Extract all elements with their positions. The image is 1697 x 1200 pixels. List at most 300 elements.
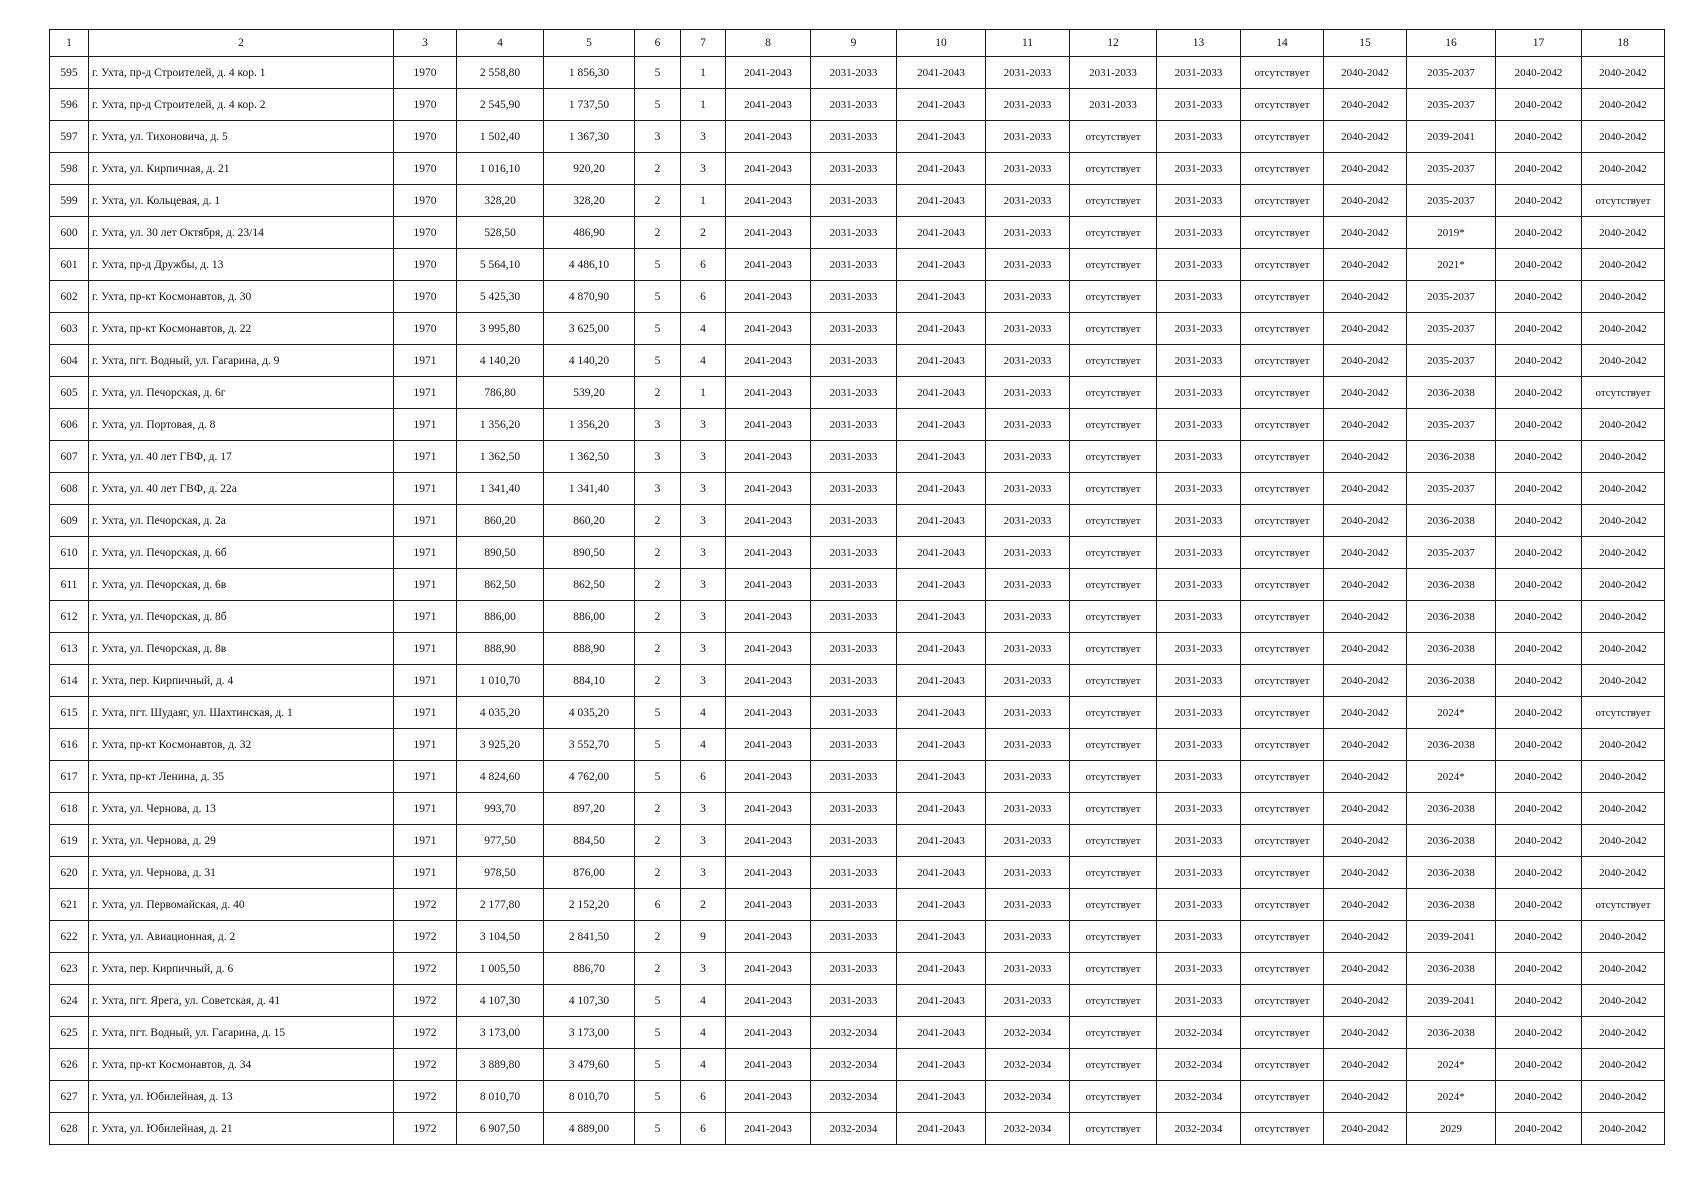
table-cell: 3: [635, 441, 681, 473]
row-number-cell: 624: [50, 985, 89, 1017]
table-cell: отсутствует: [1070, 217, 1157, 249]
table-cell: 2040-2042: [1496, 313, 1582, 345]
row-number-cell: 603: [50, 313, 89, 345]
table-cell: 2040-2042: [1324, 57, 1407, 89]
table-cell: 2041-2043: [726, 249, 811, 281]
table-cell: 2031-2033: [986, 825, 1070, 857]
table-cell: 2040-2042: [1324, 185, 1407, 217]
table-cell: 2040-2042: [1496, 217, 1582, 249]
row-number-cell: 623: [50, 953, 89, 985]
table-cell: 2041-2043: [897, 185, 986, 217]
table-cell: 2041-2043: [726, 921, 811, 953]
table-row: [50, 57, 1665, 89]
table-cell: 2035-2037: [1407, 313, 1496, 345]
table-cell: 2041-2043: [726, 857, 811, 889]
table-cell: 2031-2033: [986, 473, 1070, 505]
column-header-10: 10: [897, 30, 986, 57]
table-cell: отсутствует: [1241, 89, 1324, 121]
table-cell: 3: [681, 825, 726, 857]
table-cell: 2031-2033: [1157, 121, 1241, 153]
table-cell: 2031-2033: [1157, 697, 1241, 729]
table-cell: 2031-2033: [986, 665, 1070, 697]
table-cell: отсутствует: [1582, 697, 1665, 729]
table-cell: отсутствует: [1241, 1049, 1324, 1081]
table-cell: 862,50: [544, 569, 635, 601]
table-row: [50, 921, 1665, 953]
table-cell: 1 010,70: [457, 665, 544, 697]
table-cell: отсутствует: [1070, 665, 1157, 697]
table-cell: 3: [681, 601, 726, 633]
table-cell: 2040-2042: [1324, 1049, 1407, 1081]
row-number-cell: 621: [50, 889, 89, 921]
table-cell: 884,10: [544, 665, 635, 697]
table-cell: 860,20: [544, 505, 635, 537]
table-cell: 2035-2037: [1407, 281, 1496, 313]
address-cell: г. Ухта, ул. Печорская, д. 6б: [89, 537, 394, 569]
table-cell: 2041-2043: [897, 441, 986, 473]
table-cell: 2040-2042: [1324, 953, 1407, 985]
table-row: [50, 729, 1665, 761]
table-cell: 2040-2042: [1496, 473, 1582, 505]
address-cell: г. Ухта, ул. Первомайская, д. 40: [89, 889, 394, 921]
table-cell: 2040-2042: [1496, 601, 1582, 633]
table-cell: отсутствует: [1070, 185, 1157, 217]
table-cell: 2040-2042: [1582, 121, 1665, 153]
table-cell: 4 762,00: [544, 761, 635, 793]
table-cell: 2040-2042: [1496, 185, 1582, 217]
table-cell: 2040-2042: [1324, 537, 1407, 569]
table-cell: 2041-2043: [897, 409, 986, 441]
table-cell: 2: [635, 825, 681, 857]
table-cell: 2035-2037: [1407, 185, 1496, 217]
table-cell: 2040-2042: [1496, 697, 1582, 729]
row-number-cell: 619: [50, 825, 89, 857]
row-number-cell: 615: [50, 697, 89, 729]
table-cell: 2041-2043: [726, 1113, 811, 1145]
address-cell: г. Ухта, пгт. Водный, ул. Гагарина, д. 15: [89, 1017, 394, 1049]
table-header: [50, 30, 1665, 57]
table-cell: 2036-2038: [1407, 601, 1496, 633]
table-cell: 1 502,40: [457, 121, 544, 153]
table-cell: 2031-2033: [1157, 953, 1241, 985]
table-row: [50, 377, 1665, 409]
table-cell: 2040-2042: [1324, 153, 1407, 185]
table-cell: 2031-2033: [1157, 633, 1241, 665]
table-cell: 786,80: [457, 377, 544, 409]
table-cell: 2040-2042: [1324, 697, 1407, 729]
table-cell: 2041-2043: [726, 1017, 811, 1049]
table-cell: 1: [681, 185, 726, 217]
table-cell: 3: [681, 793, 726, 825]
document-page: [49, 29, 1664, 1145]
table-cell: 2: [635, 569, 681, 601]
table-cell: 876,00: [544, 857, 635, 889]
table-cell: 3 552,70: [544, 729, 635, 761]
table-cell: 2040-2042: [1582, 1049, 1665, 1081]
table-cell: 2031-2033: [811, 569, 897, 601]
table-cell: 2036-2038: [1407, 825, 1496, 857]
table-row: [50, 569, 1665, 601]
column-header-5: 5: [544, 30, 635, 57]
table-cell: 2031-2033: [1157, 537, 1241, 569]
table-cell: 2041-2043: [897, 921, 986, 953]
table-cell: 2040-2042: [1496, 1113, 1582, 1145]
table-cell: 2040-2042: [1582, 1017, 1665, 1049]
table-cell: 3: [635, 121, 681, 153]
table-cell: 1972: [394, 889, 457, 921]
table-cell: 2036-2038: [1407, 729, 1496, 761]
row-number-cell: 611: [50, 569, 89, 601]
table-cell: 1971: [394, 441, 457, 473]
column-header-3: 3: [394, 30, 457, 57]
table-cell: 5 425,30: [457, 281, 544, 313]
table-cell: 2040-2042: [1496, 505, 1582, 537]
table-cell: 2031-2033: [1157, 505, 1241, 537]
table-cell: 2041-2043: [726, 185, 811, 217]
column-header-4: 4: [457, 30, 544, 57]
table-cell: отсутствует: [1241, 345, 1324, 377]
table-cell: 2031-2033: [1157, 665, 1241, 697]
table-cell: отсутствует: [1070, 473, 1157, 505]
table-cell: 2040-2042: [1496, 377, 1582, 409]
table-cell: отсутствует: [1241, 505, 1324, 537]
table-cell: 1972: [394, 1081, 457, 1113]
table-cell: 2041-2043: [726, 313, 811, 345]
table-cell: 2040-2042: [1582, 985, 1665, 1017]
table-cell: 2040-2042: [1324, 761, 1407, 793]
table-cell: 2031-2033: [1157, 249, 1241, 281]
table-cell: отсутствует: [1070, 953, 1157, 985]
table-cell: отсутствует: [1241, 537, 1324, 569]
table-cell: 2041-2043: [726, 217, 811, 249]
table-cell: 2032-2034: [986, 1081, 1070, 1113]
table-cell: 2031-2033: [986, 729, 1070, 761]
table-cell: 2031-2033: [1157, 185, 1241, 217]
table-cell: 3: [635, 473, 681, 505]
table-cell: 3 104,50: [457, 921, 544, 953]
table-cell: 2032-2034: [811, 1049, 897, 1081]
table-cell: 2031-2033: [811, 825, 897, 857]
row-number-cell: 613: [50, 633, 89, 665]
table-cell: 4: [681, 313, 726, 345]
table-cell: 2039-2041: [1407, 921, 1496, 953]
table-cell: 1971: [394, 761, 457, 793]
table-cell: 2031-2033: [986, 569, 1070, 601]
table-cell: 2041-2043: [897, 569, 986, 601]
table-cell: 2040-2042: [1582, 473, 1665, 505]
table-cell: 2031-2033: [811, 985, 897, 1017]
table-cell: 4 824,60: [457, 761, 544, 793]
table-cell: 2031-2033: [1157, 281, 1241, 313]
table-cell: 1970: [394, 121, 457, 153]
table-cell: 2036-2038: [1407, 857, 1496, 889]
table-cell: 884,50: [544, 825, 635, 857]
table-cell: 2031-2033: [811, 185, 897, 217]
column-header-13: 13: [1157, 30, 1241, 57]
table-cell: 3 625,00: [544, 313, 635, 345]
table-cell: отсутствует: [1241, 953, 1324, 985]
table-cell: 2029: [1407, 1113, 1496, 1145]
table-cell: 2031-2033: [811, 665, 897, 697]
row-number-cell: 609: [50, 505, 89, 537]
table-cell: 2040-2042: [1324, 921, 1407, 953]
table-cell: 4: [681, 697, 726, 729]
table-cell: отсутствует: [1241, 665, 1324, 697]
table-row: [50, 345, 1665, 377]
table-cell: отсутствует: [1582, 889, 1665, 921]
table-cell: 978,50: [457, 857, 544, 889]
table-cell: 2031-2033: [1157, 409, 1241, 441]
table-row: [50, 313, 1665, 345]
table-cell: 2031-2033: [1070, 57, 1157, 89]
table-cell: 2040-2042: [1582, 409, 1665, 441]
housing-register-table: [49, 29, 1665, 1145]
row-number-cell: 598: [50, 153, 89, 185]
table-cell: 5: [635, 729, 681, 761]
table-cell: 2032-2034: [1157, 1113, 1241, 1145]
address-cell: г. Ухта, пр-кт Космонавтов, д. 30: [89, 281, 394, 313]
table-cell: 2040-2042: [1582, 569, 1665, 601]
table-cell: 1 341,40: [544, 473, 635, 505]
table-cell: 2031-2033: [811, 537, 897, 569]
table-cell: 5: [635, 281, 681, 313]
column-header-7: 7: [681, 30, 726, 57]
table-cell: 6: [681, 761, 726, 793]
table-cell: отсутствует: [1241, 825, 1324, 857]
table-cell: 2019*: [1407, 217, 1496, 249]
table-row: [50, 121, 1665, 153]
table-cell: 2041-2043: [726, 569, 811, 601]
table-row: [50, 665, 1665, 697]
table-cell: отсутствует: [1070, 537, 1157, 569]
table-cell: 2031-2033: [986, 921, 1070, 953]
row-number-cell: 600: [50, 217, 89, 249]
table-cell: 2040-2042: [1496, 729, 1582, 761]
table-cell: 2041-2043: [897, 313, 986, 345]
table-cell: 1971: [394, 569, 457, 601]
table-cell: 2040-2042: [1324, 409, 1407, 441]
table-row: [50, 217, 1665, 249]
table-cell: отсутствует: [1070, 729, 1157, 761]
table-cell: отсутствует: [1241, 409, 1324, 441]
table-cell: 1970: [394, 185, 457, 217]
table-cell: 2040-2042: [1582, 665, 1665, 697]
address-cell: г. Ухта, ул. 30 лет Октября, д. 23/14: [89, 217, 394, 249]
table-row: [50, 1113, 1665, 1145]
table-cell: 2031-2033: [986, 121, 1070, 153]
table-cell: 860,20: [457, 505, 544, 537]
table-row: [50, 281, 1665, 313]
row-number-cell: 602: [50, 281, 89, 313]
table-cell: 2040-2042: [1324, 345, 1407, 377]
table-cell: 4 140,20: [457, 345, 544, 377]
table-cell: 2040-2042: [1324, 601, 1407, 633]
table-row: [50, 153, 1665, 185]
row-number-cell: 625: [50, 1017, 89, 1049]
table-cell: 2036-2038: [1407, 633, 1496, 665]
table-cell: 2040-2042: [1324, 473, 1407, 505]
table-cell: 2041-2043: [726, 985, 811, 1017]
table-cell: 2041-2043: [726, 409, 811, 441]
table-cell: 2040-2042: [1496, 537, 1582, 569]
table-cell: 2031-2033: [811, 697, 897, 729]
table-cell: 2041-2043: [726, 57, 811, 89]
table-cell: 2041-2043: [897, 377, 986, 409]
table-cell: 2040-2042: [1324, 249, 1407, 281]
table-cell: 5: [635, 313, 681, 345]
table-cell: 2040-2042: [1324, 1017, 1407, 1049]
table-cell: 2040-2042: [1324, 217, 1407, 249]
table-cell: 2041-2043: [897, 281, 986, 313]
table-cell: 2040-2042: [1324, 793, 1407, 825]
table-cell: 2035-2037: [1407, 153, 1496, 185]
table-cell: отсутствует: [1070, 409, 1157, 441]
table-cell: отсутствует: [1070, 1113, 1157, 1145]
table-cell: 2031-2033: [986, 409, 1070, 441]
table-cell: 1 856,30: [544, 57, 635, 89]
table-cell: 2040-2042: [1324, 985, 1407, 1017]
address-cell: г. Ухта, пгт. Ярега, ул. Советская, д. 41: [89, 985, 394, 1017]
table-cell: отсутствует: [1241, 377, 1324, 409]
table-cell: 2031-2033: [1157, 217, 1241, 249]
table-cell: 2035-2037: [1407, 473, 1496, 505]
table-cell: 2031-2033: [1157, 377, 1241, 409]
table-cell: 2041-2043: [897, 249, 986, 281]
table-cell: 2040-2042: [1582, 89, 1665, 121]
table-cell: 2031-2033: [1157, 313, 1241, 345]
table-cell: 4: [681, 985, 726, 1017]
table-row: [50, 761, 1665, 793]
table-cell: 2031-2033: [1157, 889, 1241, 921]
table-cell: 2031-2033: [986, 601, 1070, 633]
table-cell: отсутствует: [1070, 249, 1157, 281]
table-cell: 6: [681, 1081, 726, 1113]
table-cell: 2: [681, 217, 726, 249]
table-cell: 1: [681, 89, 726, 121]
table-cell: 4 870,90: [544, 281, 635, 313]
table-cell: 2040-2042: [1324, 313, 1407, 345]
table-cell: 2040-2042: [1582, 345, 1665, 377]
table-cell: отсутствует: [1241, 601, 1324, 633]
table-cell: 4: [681, 345, 726, 377]
table-cell: 5: [635, 249, 681, 281]
table-cell: 2031-2033: [811, 281, 897, 313]
table-cell: 2024*: [1407, 1081, 1496, 1113]
table-row: [50, 953, 1665, 985]
table-cell: 2031-2033: [986, 345, 1070, 377]
address-cell: г. Ухта, ул. Чернова, д. 29: [89, 825, 394, 857]
table-cell: 2041-2043: [897, 1081, 986, 1113]
table-cell: 2040-2042: [1496, 569, 1582, 601]
table-cell: 1972: [394, 1049, 457, 1081]
table-cell: 2041-2043: [897, 953, 986, 985]
table-cell: отсутствует: [1070, 1017, 1157, 1049]
table-cell: 2040-2042: [1496, 281, 1582, 313]
table-cell: 2031-2033: [811, 761, 897, 793]
address-cell: г. Ухта, пр-кт Космонавтов, д. 22: [89, 313, 394, 345]
table-cell: отсутствует: [1241, 153, 1324, 185]
row-number-cell: 608: [50, 473, 89, 505]
table-cell: 2035-2037: [1407, 57, 1496, 89]
table-cell: 2036-2038: [1407, 953, 1496, 985]
table-cell: 2040-2042: [1582, 249, 1665, 281]
table-cell: 2031-2033: [1157, 793, 1241, 825]
table-cell: 1 356,20: [544, 409, 635, 441]
table-cell: 2031-2033: [811, 153, 897, 185]
table-cell: 2032-2034: [986, 1017, 1070, 1049]
table-cell: 2040-2042: [1324, 729, 1407, 761]
table-cell: 2031-2033: [986, 441, 1070, 473]
address-cell: г. Ухта, пгт. Водный, ул. Гагарина, д. 9: [89, 345, 394, 377]
table-cell: 5: [635, 345, 681, 377]
address-cell: г. Ухта, ул. Кирпичная, д. 21: [89, 153, 394, 185]
table-cell: 2040-2042: [1324, 889, 1407, 921]
table-cell: 2032-2034: [986, 1049, 1070, 1081]
row-number-cell: 618: [50, 793, 89, 825]
table-cell: 1971: [394, 505, 457, 537]
table-cell: 920,20: [544, 153, 635, 185]
table-row: [50, 825, 1665, 857]
table-cell: 2040-2042: [1496, 633, 1582, 665]
table-cell: 2040-2042: [1496, 57, 1582, 89]
table-row: [50, 249, 1665, 281]
table-cell: 2041-2043: [897, 345, 986, 377]
table-cell: 2040-2042: [1496, 921, 1582, 953]
address-cell: г. Ухта, ул. Чернова, д. 13: [89, 793, 394, 825]
table-cell: 4 889,00: [544, 1113, 635, 1145]
table-cell: 2031-2033: [986, 761, 1070, 793]
table-cell: 2031-2033: [811, 249, 897, 281]
table-cell: 2041-2043: [897, 601, 986, 633]
table-cell: 2040-2042: [1582, 281, 1665, 313]
table-cell: 328,20: [544, 185, 635, 217]
table-cell: 2: [635, 217, 681, 249]
table-cell: 486,90: [544, 217, 635, 249]
table-cell: 1972: [394, 921, 457, 953]
table-cell: 886,70: [544, 953, 635, 985]
table-cell: 888,90: [544, 633, 635, 665]
table-cell: 2031-2033: [986, 377, 1070, 409]
table-cell: 5 564,10: [457, 249, 544, 281]
table-cell: 4: [681, 1017, 726, 1049]
table-cell: 1971: [394, 825, 457, 857]
table-cell: 8 010,70: [457, 1081, 544, 1113]
table-cell: 2031-2033: [811, 473, 897, 505]
table-cell: 3 995,80: [457, 313, 544, 345]
table-cell: 2032-2034: [986, 1113, 1070, 1145]
table-cell: 2040-2042: [1496, 345, 1582, 377]
table-cell: 3: [681, 409, 726, 441]
table-cell: 2041-2043: [726, 633, 811, 665]
table-cell: 2031-2033: [811, 409, 897, 441]
table-cell: 2021*: [1407, 249, 1496, 281]
row-number-cell: 627: [50, 1081, 89, 1113]
table-cell: отсутствует: [1070, 505, 1157, 537]
table-cell: 2041-2043: [726, 953, 811, 985]
table-cell: 2041-2043: [726, 377, 811, 409]
table-cell: 2041-2043: [726, 1049, 811, 1081]
address-cell: г. Ухта, ул. Печорская, д. 6в: [89, 569, 394, 601]
table-row: [50, 697, 1665, 729]
table-cell: 1 362,50: [457, 441, 544, 473]
table-cell: отсутствует: [1241, 281, 1324, 313]
table-cell: 2031-2033: [986, 185, 1070, 217]
table-cell: 2041-2043: [897, 665, 986, 697]
table-cell: отсутствует: [1582, 377, 1665, 409]
table-cell: 2036-2038: [1407, 441, 1496, 473]
table-cell: отсутствует: [1582, 185, 1665, 217]
table-cell: отсутствует: [1070, 569, 1157, 601]
